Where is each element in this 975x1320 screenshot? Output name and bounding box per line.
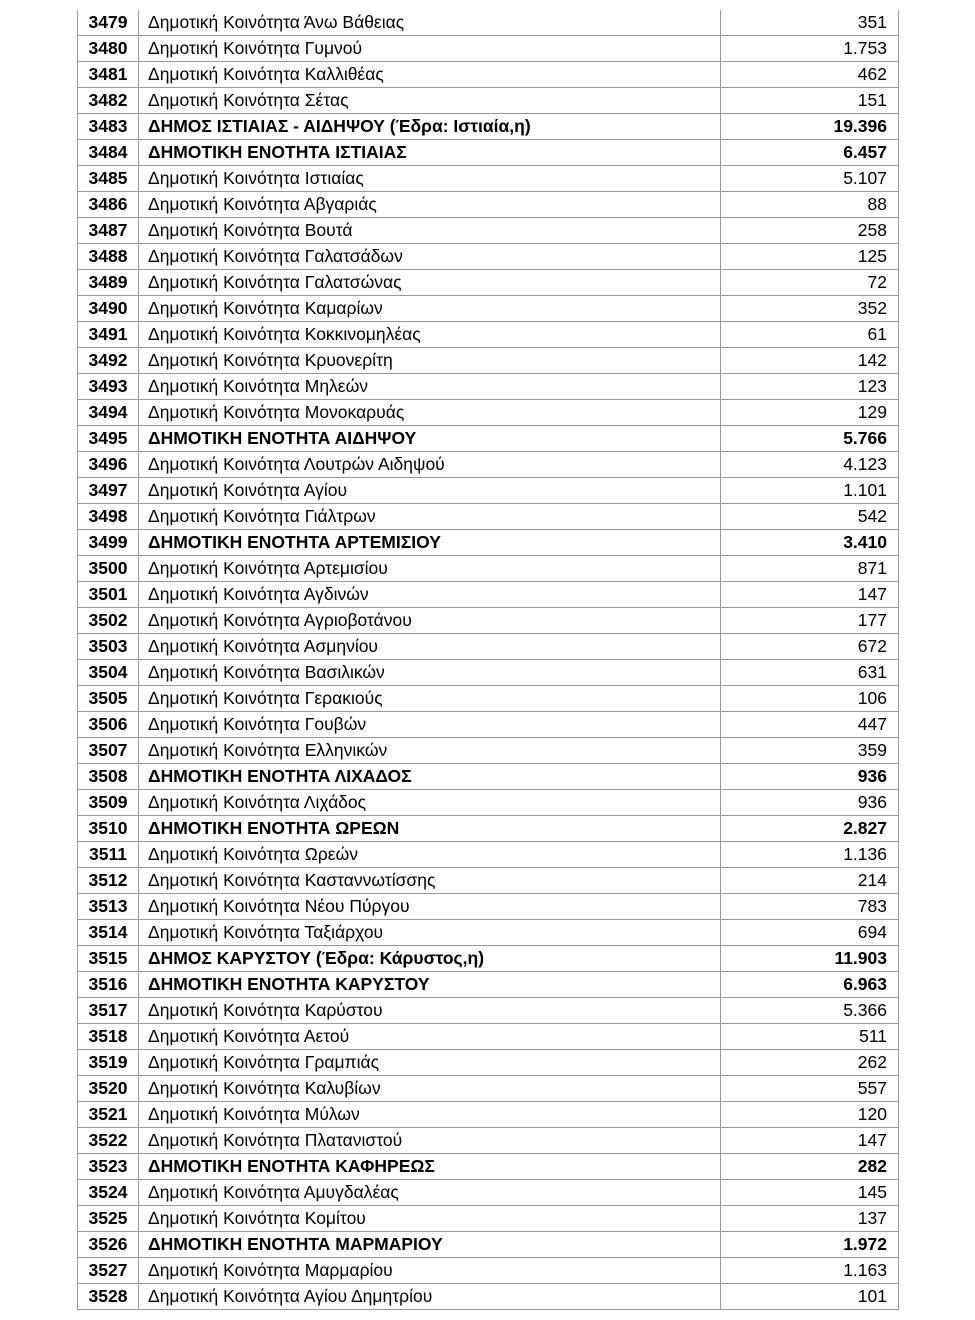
row-name-cell: Δημοτική Κοινότητα Καρύστου: [139, 998, 721, 1024]
row-population-cell: 147: [721, 582, 899, 608]
row-population-cell: 1.136: [721, 842, 899, 868]
row-name-cell: Δημοτική Κοινότητα Καλλιθέας: [139, 62, 721, 88]
row-population-cell: 6.457: [721, 140, 899, 166]
table-row: [78, 1154, 899, 1180]
row-code-cell: 3520: [78, 1076, 139, 1102]
row-code-cell: 3513: [78, 894, 139, 920]
row-population-cell: 447: [721, 712, 899, 738]
table-row: [78, 62, 899, 88]
table-row: [78, 270, 899, 296]
table-row: [78, 426, 899, 452]
table-row: [78, 1284, 899, 1310]
table-row: [78, 478, 899, 504]
row-code-cell: 3483: [78, 114, 139, 140]
row-code-cell: 3487: [78, 218, 139, 244]
row-name-cell: Δημοτική Κοινότητα Γουβών: [139, 712, 721, 738]
row-population-cell: 351: [721, 10, 899, 36]
table-row: [78, 400, 899, 426]
row-name-cell: Δημοτική Κοινότητα Μαρμαρίου: [139, 1258, 721, 1284]
row-population-cell: 72: [721, 270, 899, 296]
table-row: [78, 244, 899, 270]
row-population-cell: 123: [721, 374, 899, 400]
table-row: [78, 634, 899, 660]
row-code-cell: 3515: [78, 946, 139, 972]
row-code-cell: 3511: [78, 842, 139, 868]
row-code-cell: 3522: [78, 1128, 139, 1154]
table-row: [78, 530, 899, 556]
row-name-cell: Δημοτική Κοινότητα Ωρεών: [139, 842, 721, 868]
row-code-cell: 3512: [78, 868, 139, 894]
row-name-cell: ΔΗΜΟΤΙΚΗ ΕΝΟΤΗΤΑ ΚΑΡΥΣΤΟΥ: [139, 972, 721, 998]
row-population-cell: 631: [721, 660, 899, 686]
row-population-cell: 2.827: [721, 816, 899, 842]
row-population-cell: 262: [721, 1050, 899, 1076]
row-population-cell: 1.101: [721, 478, 899, 504]
table-body: [78, 10, 899, 1310]
row-name-cell: ΔΗΜΟΤΙΚΗ ΕΝΟΤΗΤΑ ΜΑΡΜΑΡΙΟΥ: [139, 1232, 721, 1258]
row-code-cell: 3507: [78, 738, 139, 764]
table-row: [78, 842, 899, 868]
row-name-cell: ΔΗΜΟΤΙΚΗ ΕΝΟΤΗΤΑ ΩΡΕΩΝ: [139, 816, 721, 842]
row-code-cell: 3500: [78, 556, 139, 582]
table-row: [78, 764, 899, 790]
table-row: [78, 218, 899, 244]
row-code-cell: 3516: [78, 972, 139, 998]
row-code-cell: 3505: [78, 686, 139, 712]
table-row: [78, 504, 899, 530]
table-row: [78, 1232, 899, 1258]
table-row: [78, 322, 899, 348]
row-population-cell: 19.396: [721, 114, 899, 140]
row-code-cell: 3517: [78, 998, 139, 1024]
table-row: [78, 738, 899, 764]
row-name-cell: Δημοτική Κοινότητα Μύλων: [139, 1102, 721, 1128]
table-row: [78, 790, 899, 816]
row-population-cell: 936: [721, 764, 899, 790]
row-name-cell: Δημοτική Κοινότητα Μηλεών: [139, 374, 721, 400]
row-code-cell: 3484: [78, 140, 139, 166]
row-population-cell: 5.107: [721, 166, 899, 192]
table-row: [78, 1050, 899, 1076]
row-name-cell: Δημοτική Κοινότητα Λιχάδος: [139, 790, 721, 816]
row-population-cell: 106: [721, 686, 899, 712]
row-population-cell: 5.766: [721, 426, 899, 452]
row-name-cell: Δημοτική Κοινότητα Κασταννωτίσσης: [139, 868, 721, 894]
row-name-cell: Δημοτική Κοινότητα Λουτρών Αιδηψού: [139, 452, 721, 478]
row-name-cell: Δημοτική Κοινότητα Καλυβίων: [139, 1076, 721, 1102]
row-code-cell: 3493: [78, 374, 139, 400]
table-row: [78, 10, 899, 36]
row-code-cell: 3496: [78, 452, 139, 478]
row-name-cell: Δημοτική Κοινότητα Ασμηνίου: [139, 634, 721, 660]
row-code-cell: 3519: [78, 1050, 139, 1076]
row-population-cell: 359: [721, 738, 899, 764]
row-name-cell: Δημοτική Κοινότητα Βασιλικών: [139, 660, 721, 686]
row-population-cell: 129: [721, 400, 899, 426]
row-code-cell: 3524: [78, 1180, 139, 1206]
row-code-cell: 3498: [78, 504, 139, 530]
row-name-cell: Δημοτική Κοινότητα Πλατανιστού: [139, 1128, 721, 1154]
row-name-cell: Δημοτική Κοινότητα Ιστιαίας: [139, 166, 721, 192]
row-population-cell: 125: [721, 244, 899, 270]
row-name-cell: Δημοτική Κοινότητα Βουτά: [139, 218, 721, 244]
row-code-cell: 3518: [78, 1024, 139, 1050]
row-code-cell: 3491: [78, 322, 139, 348]
table-row: [78, 1206, 899, 1232]
table-row: [78, 660, 899, 686]
row-code-cell: 3502: [78, 608, 139, 634]
row-code-cell: 3479: [78, 10, 139, 36]
table-row: [78, 452, 899, 478]
row-population-cell: 137: [721, 1206, 899, 1232]
row-code-cell: 3508: [78, 764, 139, 790]
row-code-cell: 3523: [78, 1154, 139, 1180]
row-code-cell: 3503: [78, 634, 139, 660]
row-population-cell: 542: [721, 504, 899, 530]
row-population-cell: 352: [721, 296, 899, 322]
row-population-cell: 11.903: [721, 946, 899, 972]
row-population-cell: 147: [721, 1128, 899, 1154]
row-name-cell: ΔΗΜΟΤΙΚΗ ΕΝΟΤΗΤΑ ΙΣΤΙΑΙΑΣ: [139, 140, 721, 166]
row-name-cell: Δημοτική Κοινότητα Μονοκαρυάς: [139, 400, 721, 426]
row-code-cell: 3486: [78, 192, 139, 218]
row-name-cell: Δημοτική Κοινότητα Νέου Πύργου: [139, 894, 721, 920]
row-code-cell: 3485: [78, 166, 139, 192]
row-name-cell: Δημοτική Κοινότητα Αβγαριάς: [139, 192, 721, 218]
row-name-cell: Δημοτική Κοινότητα Ταξιάρχου: [139, 920, 721, 946]
row-name-cell: ΔΗΜΟΣ ΙΣΤΙΑΙΑΣ - ΑΙΔΗΨΟΥ (Έδρα: Ιστιαία,η): [139, 114, 721, 140]
row-population-cell: 462: [721, 62, 899, 88]
row-name-cell: Δημοτική Κοινότητα Γραμπιάς: [139, 1050, 721, 1076]
row-population-cell: 783: [721, 894, 899, 920]
row-name-cell: Δημοτική Κοινότητα Αγριοβοτάνου: [139, 608, 721, 634]
row-population-cell: 1.753: [721, 36, 899, 62]
row-name-cell: Δημοτική Κοινότητα Αετού: [139, 1024, 721, 1050]
row-population-cell: 145: [721, 1180, 899, 1206]
row-name-cell: Δημοτική Κοινότητα Κομίτου: [139, 1206, 721, 1232]
table-row: [78, 998, 899, 1024]
row-code-cell: 3528: [78, 1284, 139, 1310]
table-row: [78, 140, 899, 166]
row-code-cell: 3510: [78, 816, 139, 842]
table-row: [78, 894, 899, 920]
row-name-cell: Δημοτική Κοινότητα Κοκκινομηλέας: [139, 322, 721, 348]
row-population-cell: 258: [721, 218, 899, 244]
row-code-cell: 3514: [78, 920, 139, 946]
row-population-cell: 214: [721, 868, 899, 894]
row-code-cell: 3506: [78, 712, 139, 738]
row-name-cell: Δημοτική Κοινότητα Γαλατσάδων: [139, 244, 721, 270]
row-name-cell: Δημοτική Κοινότητα Γαλατσώνας: [139, 270, 721, 296]
table-row: [78, 556, 899, 582]
row-code-cell: 3481: [78, 62, 139, 88]
row-population-cell: 557: [721, 1076, 899, 1102]
row-population-cell: 61: [721, 322, 899, 348]
row-code-cell: 3525: [78, 1206, 139, 1232]
table-row: [78, 348, 899, 374]
table-row: [78, 36, 899, 62]
row-code-cell: 3509: [78, 790, 139, 816]
population-table: [77, 10, 899, 1310]
row-population-cell: 672: [721, 634, 899, 660]
row-population-cell: 177: [721, 608, 899, 634]
row-code-cell: 3480: [78, 36, 139, 62]
table-row: [78, 1128, 899, 1154]
row-name-cell: Δημοτική Κοινότητα Αγδινών: [139, 582, 721, 608]
row-code-cell: 3488: [78, 244, 139, 270]
row-code-cell: 3504: [78, 660, 139, 686]
row-population-cell: 871: [721, 556, 899, 582]
row-population-cell: 6.963: [721, 972, 899, 998]
row-code-cell: 3497: [78, 478, 139, 504]
row-name-cell: ΔΗΜΟΤΙΚΗ ΕΝΟΤΗΤΑ ΚΑΦΗΡΕΩΣ: [139, 1154, 721, 1180]
row-name-cell: ΔΗΜΟΣ ΚΑΡΥΣΤΟΥ (Έδρα: Κάρυστος,η): [139, 946, 721, 972]
row-population-cell: 88: [721, 192, 899, 218]
row-name-cell: Δημοτική Κοινότητα Αμυγδαλέας: [139, 1180, 721, 1206]
table-row: [78, 582, 899, 608]
table-row: [78, 712, 899, 738]
table-row: [78, 114, 899, 140]
row-code-cell: 3482: [78, 88, 139, 114]
row-code-cell: 3499: [78, 530, 139, 556]
row-population-cell: 1.972: [721, 1232, 899, 1258]
table-row: [78, 166, 899, 192]
row-name-cell: Δημοτική Κοινότητα Αγίου Δημητρίου: [139, 1284, 721, 1310]
row-population-cell: 1.163: [721, 1258, 899, 1284]
row-code-cell: 3521: [78, 1102, 139, 1128]
row-name-cell: ΔΗΜΟΤΙΚΗ ΕΝΟΤΗΤΑ ΛΙΧΑΔΟΣ: [139, 764, 721, 790]
row-name-cell: ΔΗΜΟΤΙΚΗ ΕΝΟΤΗΤΑ ΑΡΤΕΜΙΣΙΟΥ: [139, 530, 721, 556]
table-row: [78, 1258, 899, 1284]
row-name-cell: Δημοτική Κοινότητα Κρυονερίτη: [139, 348, 721, 374]
table-row: [78, 972, 899, 998]
row-population-cell: 936: [721, 790, 899, 816]
row-population-cell: 101: [721, 1284, 899, 1310]
row-name-cell: Δημοτική Κοινότητα Άνω Βάθειας: [139, 10, 721, 36]
row-code-cell: 3527: [78, 1258, 139, 1284]
table-row: [78, 374, 899, 400]
row-population-cell: 4.123: [721, 452, 899, 478]
row-population-cell: 151: [721, 88, 899, 114]
row-code-cell: 3526: [78, 1232, 139, 1258]
table-row: [78, 1180, 899, 1206]
row-code-cell: 3490: [78, 296, 139, 322]
table-row: [78, 686, 899, 712]
table-row: [78, 816, 899, 842]
row-code-cell: 3494: [78, 400, 139, 426]
row-population-cell: 3.410: [721, 530, 899, 556]
row-population-cell: 120: [721, 1102, 899, 1128]
row-name-cell: Δημοτική Κοινότητα Σέτας: [139, 88, 721, 114]
table-row: [78, 1102, 899, 1128]
row-code-cell: 3489: [78, 270, 139, 296]
row-code-cell: 3492: [78, 348, 139, 374]
table-row: [78, 868, 899, 894]
table-row: [78, 192, 899, 218]
row-name-cell: ΔΗΜΟΤΙΚΗ ΕΝΟΤΗΤΑ ΑΙΔΗΨΟΥ: [139, 426, 721, 452]
row-population-cell: 694: [721, 920, 899, 946]
row-name-cell: Δημοτική Κοινότητα Γερακιούς: [139, 686, 721, 712]
table-row: [78, 946, 899, 972]
table-row: [78, 608, 899, 634]
table-row: [78, 1076, 899, 1102]
row-code-cell: 3501: [78, 582, 139, 608]
table-row: [78, 920, 899, 946]
row-population-cell: 282: [721, 1154, 899, 1180]
row-population-cell: 142: [721, 348, 899, 374]
table-row: [78, 296, 899, 322]
row-name-cell: Δημοτική Κοινότητα Γυμνού: [139, 36, 721, 62]
row-name-cell: Δημοτική Κοινότητα Ελληνικών: [139, 738, 721, 764]
table-row: [78, 88, 899, 114]
row-population-cell: 511: [721, 1024, 899, 1050]
row-population-cell: 5.366: [721, 998, 899, 1024]
table-row: [78, 1024, 899, 1050]
row-name-cell: Δημοτική Κοινότητα Αγίου: [139, 478, 721, 504]
row-name-cell: Δημοτική Κοινότητα Γιάλτρων: [139, 504, 721, 530]
row-name-cell: Δημοτική Κοινότητα Καμαρίων: [139, 296, 721, 322]
row-code-cell: 3495: [78, 426, 139, 452]
row-name-cell: Δημοτική Κοινότητα Αρτεμισίου: [139, 556, 721, 582]
